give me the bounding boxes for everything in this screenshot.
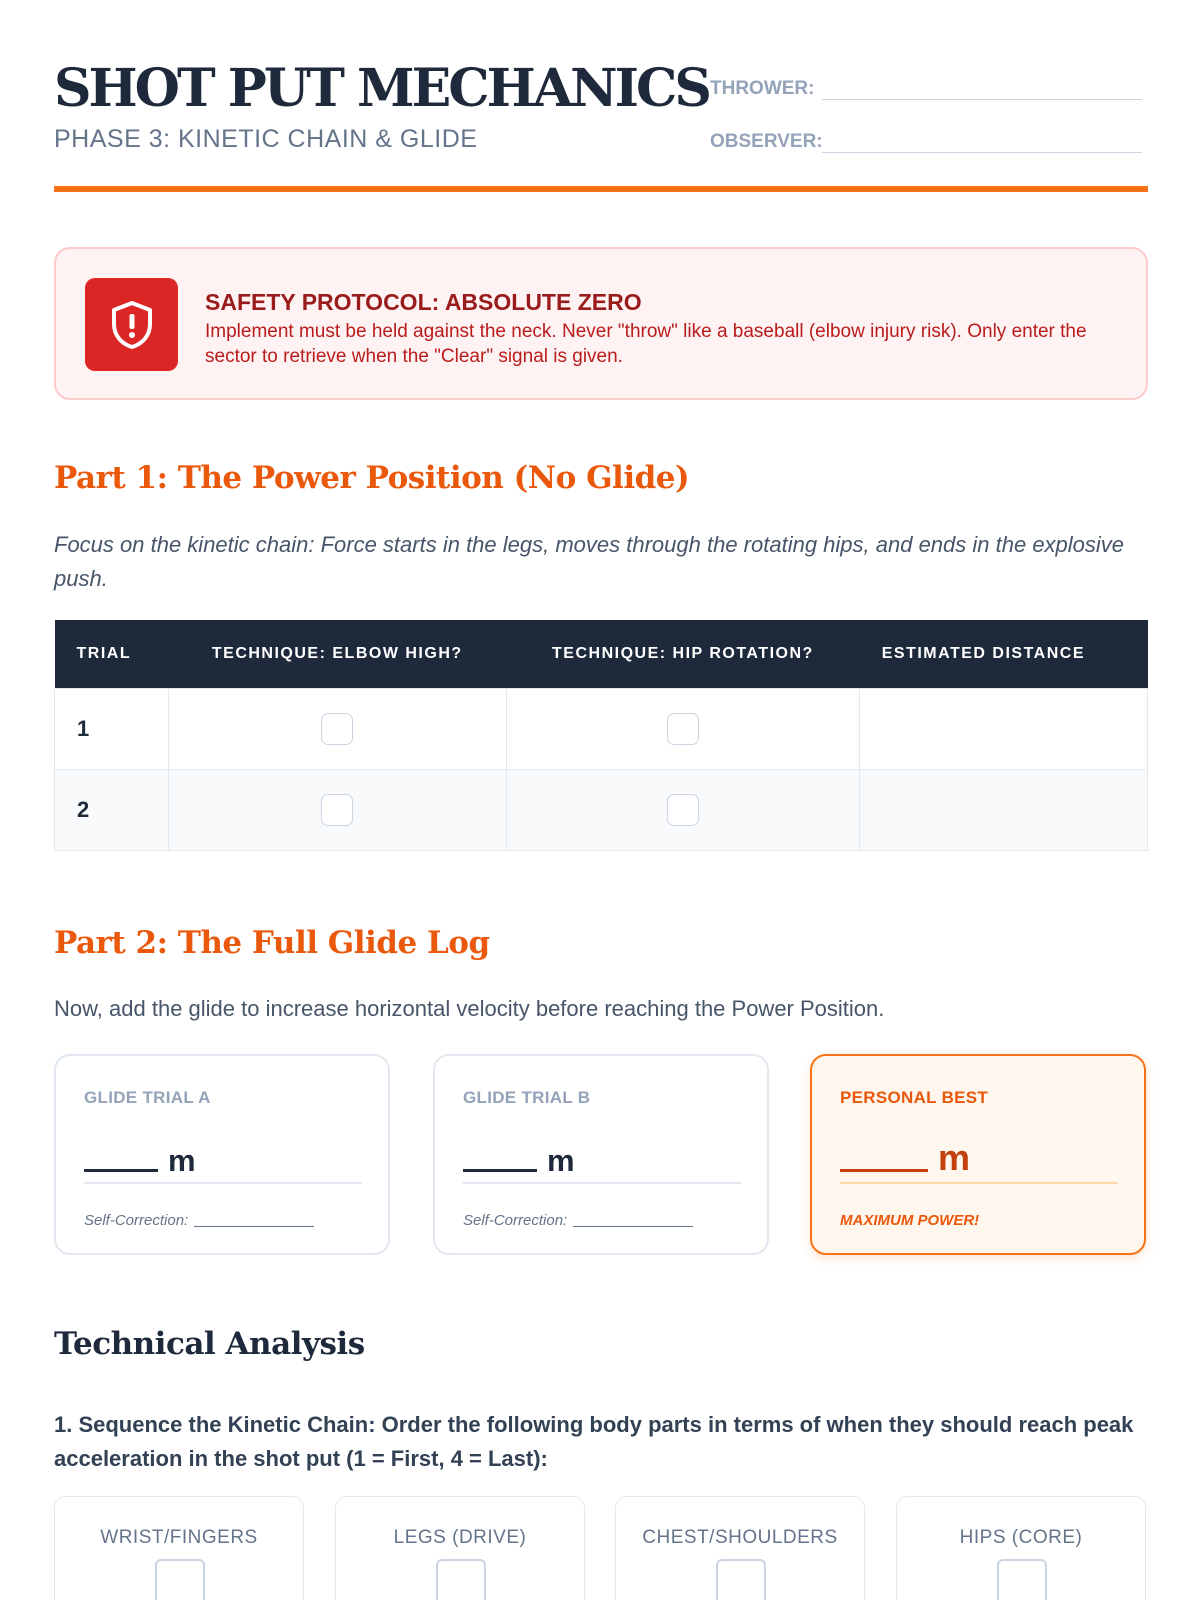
observer-input[interactable] xyxy=(822,125,1142,153)
worksheet-page xyxy=(54,0,1148,1600)
technical-analysis-heading: Technical Analysis xyxy=(54,1326,365,1362)
hip-rotation-checkbox[interactable] xyxy=(667,713,699,745)
sequence-label: WRIST/FINGERS xyxy=(100,1527,258,1548)
self-correction-label: Self-Correction: xyxy=(463,1212,568,1229)
blank-line xyxy=(840,1169,928,1172)
unit-label: m xyxy=(547,1143,575,1178)
card-label: GLIDE TRIAL A xyxy=(84,1088,211,1107)
glide-trial-b-card xyxy=(433,1054,769,1255)
glide-trial-b-distance-input[interactable] xyxy=(463,1142,741,1184)
column-header-elbow: TECHNIQUE: ELBOW HIGH? xyxy=(168,620,506,688)
card-label: PERSONAL BEST xyxy=(840,1088,989,1107)
table-row xyxy=(55,688,1148,769)
sequence-item-wrist xyxy=(54,1496,304,1600)
glide-trial-a-card xyxy=(54,1054,390,1255)
part1-heading: Part 1: The Power Position (No Glide) xyxy=(54,460,690,496)
part2-heading: Part 2: The Full Glide Log xyxy=(54,925,490,961)
part2-intro: Now, add the glide to increase horizontal velocity before reaching the Power Position. xyxy=(54,996,885,1021)
table-header-row xyxy=(55,620,1148,688)
distance-cell[interactable] xyxy=(860,688,1148,769)
sequence-order-input[interactable] xyxy=(716,1559,766,1600)
safety-callout xyxy=(54,247,1148,400)
personal-best-card xyxy=(810,1054,1146,1255)
safety-text: Implement must be held against the neck. Never "throw" like a baseball (elbow injury risk). Only enter the sector to retrieve when the "Clear" signal is given. xyxy=(205,321,1087,367)
page-title: SHOT PUT MECHANICS xyxy=(54,58,709,119)
hip-cell xyxy=(506,688,860,769)
sequence-item-hips xyxy=(896,1496,1146,1600)
self-correction-line xyxy=(573,1226,693,1227)
thrower-input[interactable] xyxy=(822,72,1142,100)
card-label: GLIDE TRIAL B xyxy=(463,1088,591,1107)
header-divider xyxy=(54,186,1148,192)
personal-best-distance-input[interactable] xyxy=(840,1137,1118,1184)
safety-title: SAFETY PROTOCOL: ABSOLUTE ZERO xyxy=(205,289,642,315)
blank-line xyxy=(463,1169,537,1172)
sequence-order-input[interactable] xyxy=(155,1559,205,1600)
observer-label: OBSERVER: xyxy=(710,131,823,152)
glide-trial-a-distance-input[interactable] xyxy=(84,1142,362,1184)
trial-number: 2 xyxy=(55,769,169,850)
sequence-item-legs xyxy=(335,1496,585,1600)
thrower-field xyxy=(710,72,1142,100)
sequence-order-input[interactable] xyxy=(436,1559,486,1600)
distance-cell[interactable] xyxy=(860,769,1148,850)
worksheet-header xyxy=(54,0,1148,195)
unit-label: m xyxy=(168,1143,196,1178)
table-row xyxy=(55,769,1148,850)
question-1: 1. Sequence the Kinetic Chain: Order the following body parts in terms of when they should reach peak acceleration in the shot put (1 = First, 4 = Last): xyxy=(54,1412,1134,1471)
self-correction-line xyxy=(194,1226,314,1227)
self-correction-label: Self-Correction: xyxy=(84,1212,189,1229)
elbow-high-checkbox[interactable] xyxy=(321,794,353,826)
sequence-label: LEGS (DRIVE) xyxy=(393,1527,527,1548)
blank-line xyxy=(84,1169,158,1172)
sequence-label: HIPS (CORE) xyxy=(959,1527,1083,1548)
trial-number: 1 xyxy=(55,688,169,769)
column-header-hip: TECHNIQUE: HIP ROTATION? xyxy=(506,620,860,688)
page-subtitle: PHASE 3: KINETIC CHAIN & GLIDE xyxy=(54,125,478,153)
hip-cell xyxy=(506,769,860,850)
elbow-cell xyxy=(168,688,506,769)
observer-field xyxy=(710,125,1142,153)
trial-table xyxy=(54,620,1148,851)
hip-rotation-checkbox[interactable] xyxy=(667,794,699,826)
self-correction-field[interactable] xyxy=(463,1212,693,1229)
column-header-trial: TRIAL xyxy=(55,620,169,688)
column-header-distance: ESTIMATED DISTANCE xyxy=(860,620,1148,688)
sequence-order-input[interactable] xyxy=(997,1559,1047,1600)
elbow-high-checkbox[interactable] xyxy=(321,713,353,745)
elbow-cell xyxy=(168,769,506,850)
thrower-label: THROWER: xyxy=(710,78,815,99)
sequence-label: CHEST/SHOULDERS xyxy=(642,1527,838,1548)
sequence-item-chest xyxy=(615,1496,865,1600)
part1-intro: Focus on the kinetic chain: Force starts in the legs, moves through the rotating hips, and ends in the explosive push. xyxy=(54,532,1125,591)
shield-exclamation-icon xyxy=(85,278,178,371)
personal-best-note: MAXIMUM POWER! xyxy=(840,1212,980,1229)
unit-label: m xyxy=(938,1137,971,1178)
self-correction-field[interactable] xyxy=(84,1212,314,1229)
